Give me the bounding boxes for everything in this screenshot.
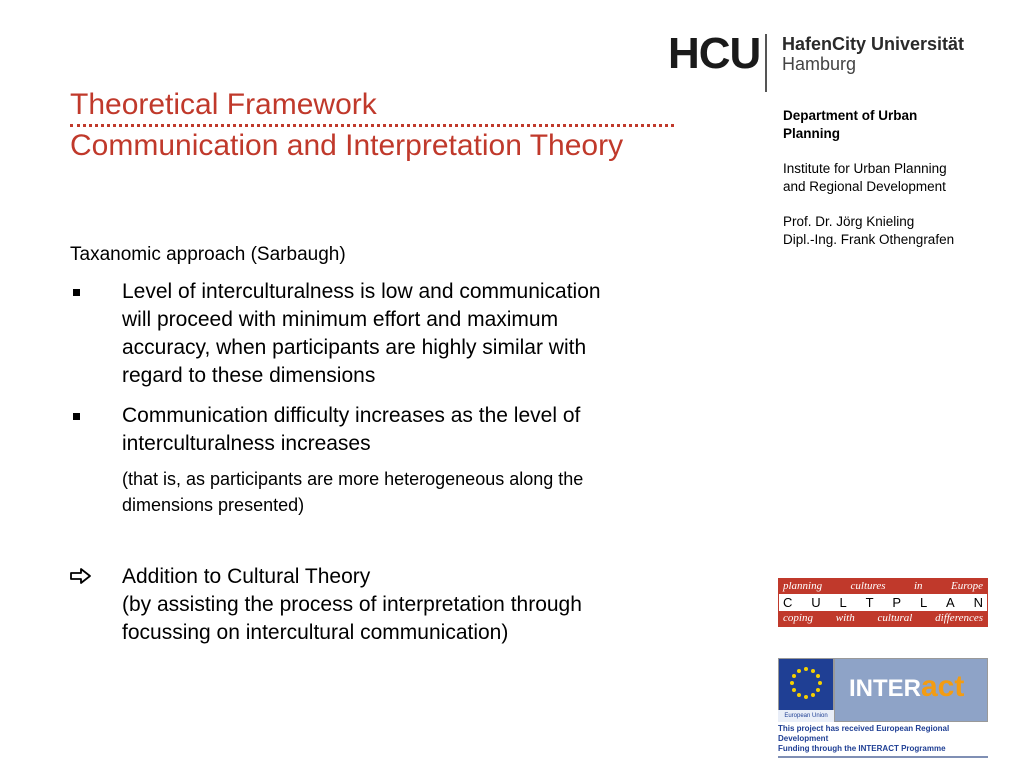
arrow-item xyxy=(70,563,720,647)
cultplan-word: Europe xyxy=(950,580,983,592)
institute-line: Institute for Urban Planning xyxy=(783,161,947,176)
cultplan-letter: N xyxy=(973,595,983,610)
section-subheading: Taxanomic approach (Sarbaugh) xyxy=(70,244,346,265)
bullet-text-line: interculturalness increases xyxy=(122,432,371,455)
arrow-item-line: focussing on intercultural communication) xyxy=(122,621,509,644)
funding-line: Funding through the INTERACT Programme xyxy=(778,744,946,753)
author-name: Prof. Dr. Jörg Knieling xyxy=(783,214,915,229)
arrow-right-icon xyxy=(70,567,92,589)
funding-statement xyxy=(778,724,988,758)
title-dotted-rule xyxy=(70,124,674,127)
cultplan-letter: P xyxy=(892,595,902,610)
cultplan-letter: C xyxy=(783,595,793,610)
bullet-item xyxy=(70,402,720,458)
bullet-note xyxy=(70,466,720,518)
cultplan-name-row xyxy=(779,594,987,611)
arrow-item-line: Addition to Cultural Theory xyxy=(122,565,371,588)
university-name: HafenCity Universität xyxy=(782,34,965,54)
authors xyxy=(783,213,1003,249)
eu-flag-icon xyxy=(778,658,834,712)
interact-logo xyxy=(834,658,988,722)
author-name: Dipl.-Ing. Frank Othengrafen xyxy=(783,232,955,247)
arrow-item-line: (by assisting the process of interpretation through xyxy=(122,593,582,616)
interact-word-act: act xyxy=(921,670,965,703)
note-line: dimensions presented) xyxy=(122,495,305,515)
eu-label: European Union xyxy=(778,710,834,722)
bullet-item xyxy=(70,278,720,390)
cultplan-letter: T xyxy=(865,595,874,610)
department-line: Planning xyxy=(783,126,840,141)
bullet-text-line: Level of interculturalness is low and communication xyxy=(122,280,601,303)
interact-word-inter: INTER xyxy=(849,675,921,702)
logo-divider xyxy=(765,34,767,92)
cultplan-word: cultural xyxy=(877,612,913,624)
cultplan-letter: U xyxy=(811,595,821,610)
note-line: (that is, as participants are more heterogeneous along the xyxy=(122,469,584,489)
institute xyxy=(783,160,1003,196)
cultplan-word: in xyxy=(914,580,923,592)
bullet-text-line: will proceed with minimum effort and maximum xyxy=(122,308,559,331)
cultplan-word: with xyxy=(835,612,855,624)
cultplan-letter: L xyxy=(839,595,847,610)
university-city: Hamburg xyxy=(782,54,857,74)
slide-title: Theoretical Framework xyxy=(70,88,377,121)
bullet-list xyxy=(70,278,720,647)
cultplan-letter: A xyxy=(946,595,955,610)
bullet-text-line: accuracy, when participants are highly similar with xyxy=(122,336,587,359)
hcu-logo xyxy=(668,29,968,94)
sidebar-info xyxy=(783,107,1003,249)
square-bullet-icon xyxy=(73,289,80,296)
funding-line: This project has received European Regional Development xyxy=(778,724,950,743)
cultplan-bottom-row xyxy=(779,611,987,626)
hcu-logo-mark: HCU xyxy=(668,29,761,78)
department-line: Department of Urban xyxy=(783,108,918,123)
bullet-text-line: Communication difficulty increases as the level of xyxy=(122,404,581,427)
funding-rule xyxy=(778,756,988,758)
cultplan-top-row xyxy=(779,579,987,594)
institute-line: and Regional Development xyxy=(783,179,946,194)
cultplan-word: cultures xyxy=(850,580,886,592)
cultplan-letter: L xyxy=(919,595,928,610)
cultplan-word: differences xyxy=(935,612,983,624)
department xyxy=(783,107,1003,143)
interact-logo-block xyxy=(778,658,988,753)
bullet-text-line: regard to these dimensions xyxy=(122,364,376,387)
interact-wordmark xyxy=(849,670,964,704)
cultplan-logo xyxy=(778,578,988,627)
slide-subtitle: Communication and Interpretation Theory xyxy=(70,129,624,162)
square-bullet-icon xyxy=(73,413,80,420)
cultplan-word: planning xyxy=(783,580,823,592)
cultplan-word: coping xyxy=(783,612,813,624)
